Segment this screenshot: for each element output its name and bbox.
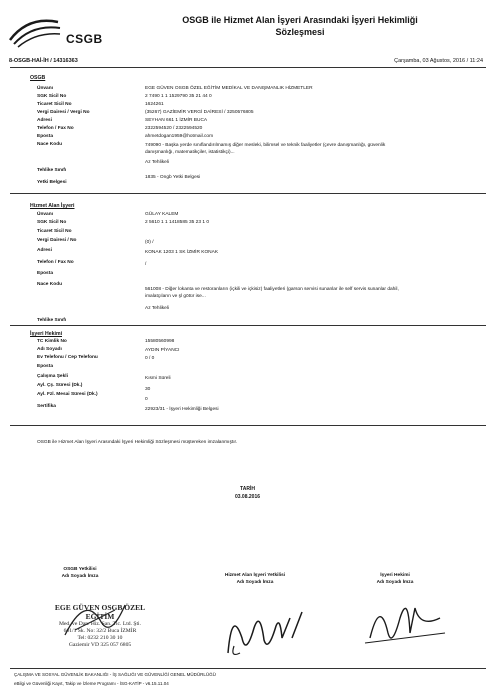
field-value: 2322594520 / 2322594520 bbox=[145, 126, 203, 131]
date-label: TARİH bbox=[240, 486, 255, 492]
field-value: (0) / bbox=[145, 240, 154, 245]
hekim-heading: İşyeri Hekimi bbox=[30, 331, 63, 337]
footer-divider bbox=[10, 668, 486, 669]
field-label: Ev Telefonu / Cep Telefonu bbox=[37, 355, 98, 360]
field-label: TC Kimlik No bbox=[37, 339, 67, 344]
field-value: GÜLAY KALEM bbox=[145, 212, 179, 217]
isyeri-signature-icon bbox=[220, 598, 310, 668]
stamp-line-2: Med. ve Dan. Hiz. San. Tic. Ltd. Şti. bbox=[58, 621, 142, 627]
field-value: EGE GÜVEN OSGB ÖZEL EĞİTİM MEDİKAL VE DANIŞMANLIK HİZMETLER bbox=[145, 86, 313, 91]
hekim-signature-block bbox=[345, 572, 445, 586]
osgb-signature-block bbox=[30, 566, 130, 580]
field-label: Ayl. Çş. Süresi (Dk.) bbox=[37, 383, 83, 388]
document-title bbox=[140, 14, 460, 38]
section-divider bbox=[10, 193, 486, 194]
field-label: Nace Kodu bbox=[37, 282, 63, 287]
agreement-text: OSGB ile Hizmet Alan İşyeri Arasındaki İşyeri Hekimliği Sözleşmesi müştereken imzalanmıştır. bbox=[37, 440, 238, 445]
osgb-heading: OSGB bbox=[30, 75, 46, 81]
field-label: Eposta bbox=[37, 271, 53, 276]
field-label: Nace Kodu bbox=[37, 142, 63, 147]
field-label: Eposta bbox=[37, 134, 53, 139]
field-label: Ünvanı bbox=[37, 86, 53, 91]
isyeri-signature-block bbox=[200, 572, 310, 586]
isyeri-signature-title: Hizmet Alan İşyeri Yetkilisi bbox=[224, 573, 286, 578]
field-value: Az Tehlikeli bbox=[145, 160, 169, 165]
stamp-line-1: EGE GÜVEN OSGB ÖZEL EĞİTİM bbox=[54, 603, 146, 621]
field-value: Az Tehlikeli bbox=[145, 306, 169, 311]
field-label: Yetki Belgesi bbox=[37, 180, 67, 185]
field-label: Telefon / Fax No bbox=[37, 126, 74, 131]
field-value: AYDIN PİYANCI bbox=[145, 348, 180, 353]
field-value: 2 7490 1 1 1529790 35 21 44 0 bbox=[145, 94, 212, 99]
stamp-line-3: 661/1 Sk. No: 32/2 Buca İZMİR bbox=[63, 628, 137, 634]
field-label: Adresi bbox=[37, 118, 52, 123]
field-value: 2 5610 1 1 1418585 35 23 1 0 bbox=[145, 220, 210, 225]
osgb-signature-title: OSGB Yetkilisi bbox=[63, 567, 97, 572]
csgb-logo bbox=[6, 14, 146, 52]
field-label: Adresi bbox=[37, 248, 52, 253]
field-value: SEYHAN 661 1 İZMİR BUCA bbox=[145, 118, 208, 123]
title-line-1: OSGB ile Hizmet Alan İşyeri Arasındaki İşyeri Hekimliği bbox=[182, 15, 418, 25]
field-label: Ünvanı bbox=[37, 212, 53, 217]
field-value: ahmetdogan1959@hotmail.com bbox=[145, 134, 214, 139]
field-value: KONAK 1203 1 SK İZMİR KONAK bbox=[145, 250, 219, 255]
field-label: SGK Sicil No bbox=[37, 94, 67, 99]
title-line-2: Sözleşmesi bbox=[275, 27, 325, 37]
isyeri-signature-sub: Adı Soyadı İmza bbox=[236, 580, 274, 585]
field-value: 22923/31 - İşyeri Hekimliği Belgesi bbox=[145, 407, 219, 412]
field-value: 561008 - Diğer lokanta ve restoranların (içkili ve içkisiz) faaliyetleri (garson servisi sunanlar ile self servis sunanlar dahil, imalatçıların ve şl götür ise... bbox=[145, 287, 399, 299]
field-label: SGK Sicil No bbox=[37, 220, 67, 225]
field-label: Ticaret Sicil No bbox=[37, 102, 72, 107]
section-divider bbox=[10, 425, 486, 426]
osgb-signature-icon bbox=[55, 590, 135, 650]
field-value: 1624261 bbox=[145, 102, 164, 107]
isyeri-heading: Hizmet Alan İşyeri bbox=[30, 203, 75, 209]
section-divider bbox=[10, 325, 486, 326]
footer-line-2: eBilgi ve Güvenliği Kayıt, Takip ve İzleme Programı - İSG-KATİP - v6.15.11.04 bbox=[14, 681, 169, 686]
date-value: 03.08.2016 bbox=[234, 494, 261, 500]
stamp-line-5: Gaziemir VD 325 057 6805 bbox=[68, 642, 132, 648]
field-value: 749090 - Başka yerde sınıflandırılmamış diğer mesleki, bilimsel ve teknik faaliyetler (çevre danışmanlığı, güvenlik danışmanlığı, matematikçiler, istatistikçi)... bbox=[145, 143, 386, 155]
field-label: Tehlike Sınıfı bbox=[37, 168, 67, 173]
field-label: Eposta bbox=[37, 364, 53, 369]
hekim-signature-icon bbox=[360, 588, 450, 658]
hekim-signature-sub: Adı Soyadı İmza bbox=[376, 580, 414, 585]
field-label: Ticaret Sicil No bbox=[37, 229, 72, 234]
field-value: 15580560998 bbox=[145, 339, 175, 344]
field-label: Vergi Dairesi / No bbox=[37, 238, 77, 243]
hekim-signature-title: İşyeri Hekimi bbox=[380, 573, 410, 578]
field-label: Vergi Dairesi / Vergi No bbox=[37, 110, 90, 115]
field-value: 1835 - Ongb Yetki Belgesi bbox=[145, 175, 201, 180]
document-date: Çarşamba, 03 Ağustos, 2016 / 11:24 bbox=[394, 58, 483, 64]
field-value: 0 bbox=[145, 397, 148, 402]
header-divider bbox=[10, 67, 486, 68]
field-value: / bbox=[145, 262, 147, 267]
field-value: (35267) GAZİEMİR VERGİ DAİRESİ / 3250576805 bbox=[145, 110, 254, 115]
field-value: Kısmi Süreli bbox=[145, 376, 171, 381]
document-number: 8-OSGB-HAİ-İH / 14316363 bbox=[9, 58, 78, 64]
osgb-signature-sub: Adı Soyadı İmza bbox=[61, 574, 99, 579]
field-label: Telefon / Fax No bbox=[37, 260, 74, 265]
field-value: 0 / 0 bbox=[145, 356, 155, 361]
csgb-logo-icon bbox=[6, 14, 62, 50]
footer-line-1: ÇALIŞMA VE SOSYAL GÜVENLİK BAKANLIĞI - İŞ SAĞLIĞI VE GÜVENLİĞİ GENEL MÜDÜRLÜĞÜ bbox=[14, 672, 216, 677]
field-label: Çalışma Şekli bbox=[37, 374, 68, 379]
field-label: Ayl. Fzl. Mesai Süresi (Dk.) bbox=[37, 392, 98, 397]
field-label: Tehlike Sınıfı bbox=[37, 318, 67, 323]
logo-text: CSGB bbox=[66, 32, 103, 46]
field-value: 30 bbox=[145, 387, 151, 392]
stamp-line-4: Tel: 0232 210 30 10 bbox=[77, 635, 123, 641]
field-label: Adı Soyadı bbox=[37, 347, 62, 352]
field-label: Sertifika bbox=[37, 404, 56, 409]
